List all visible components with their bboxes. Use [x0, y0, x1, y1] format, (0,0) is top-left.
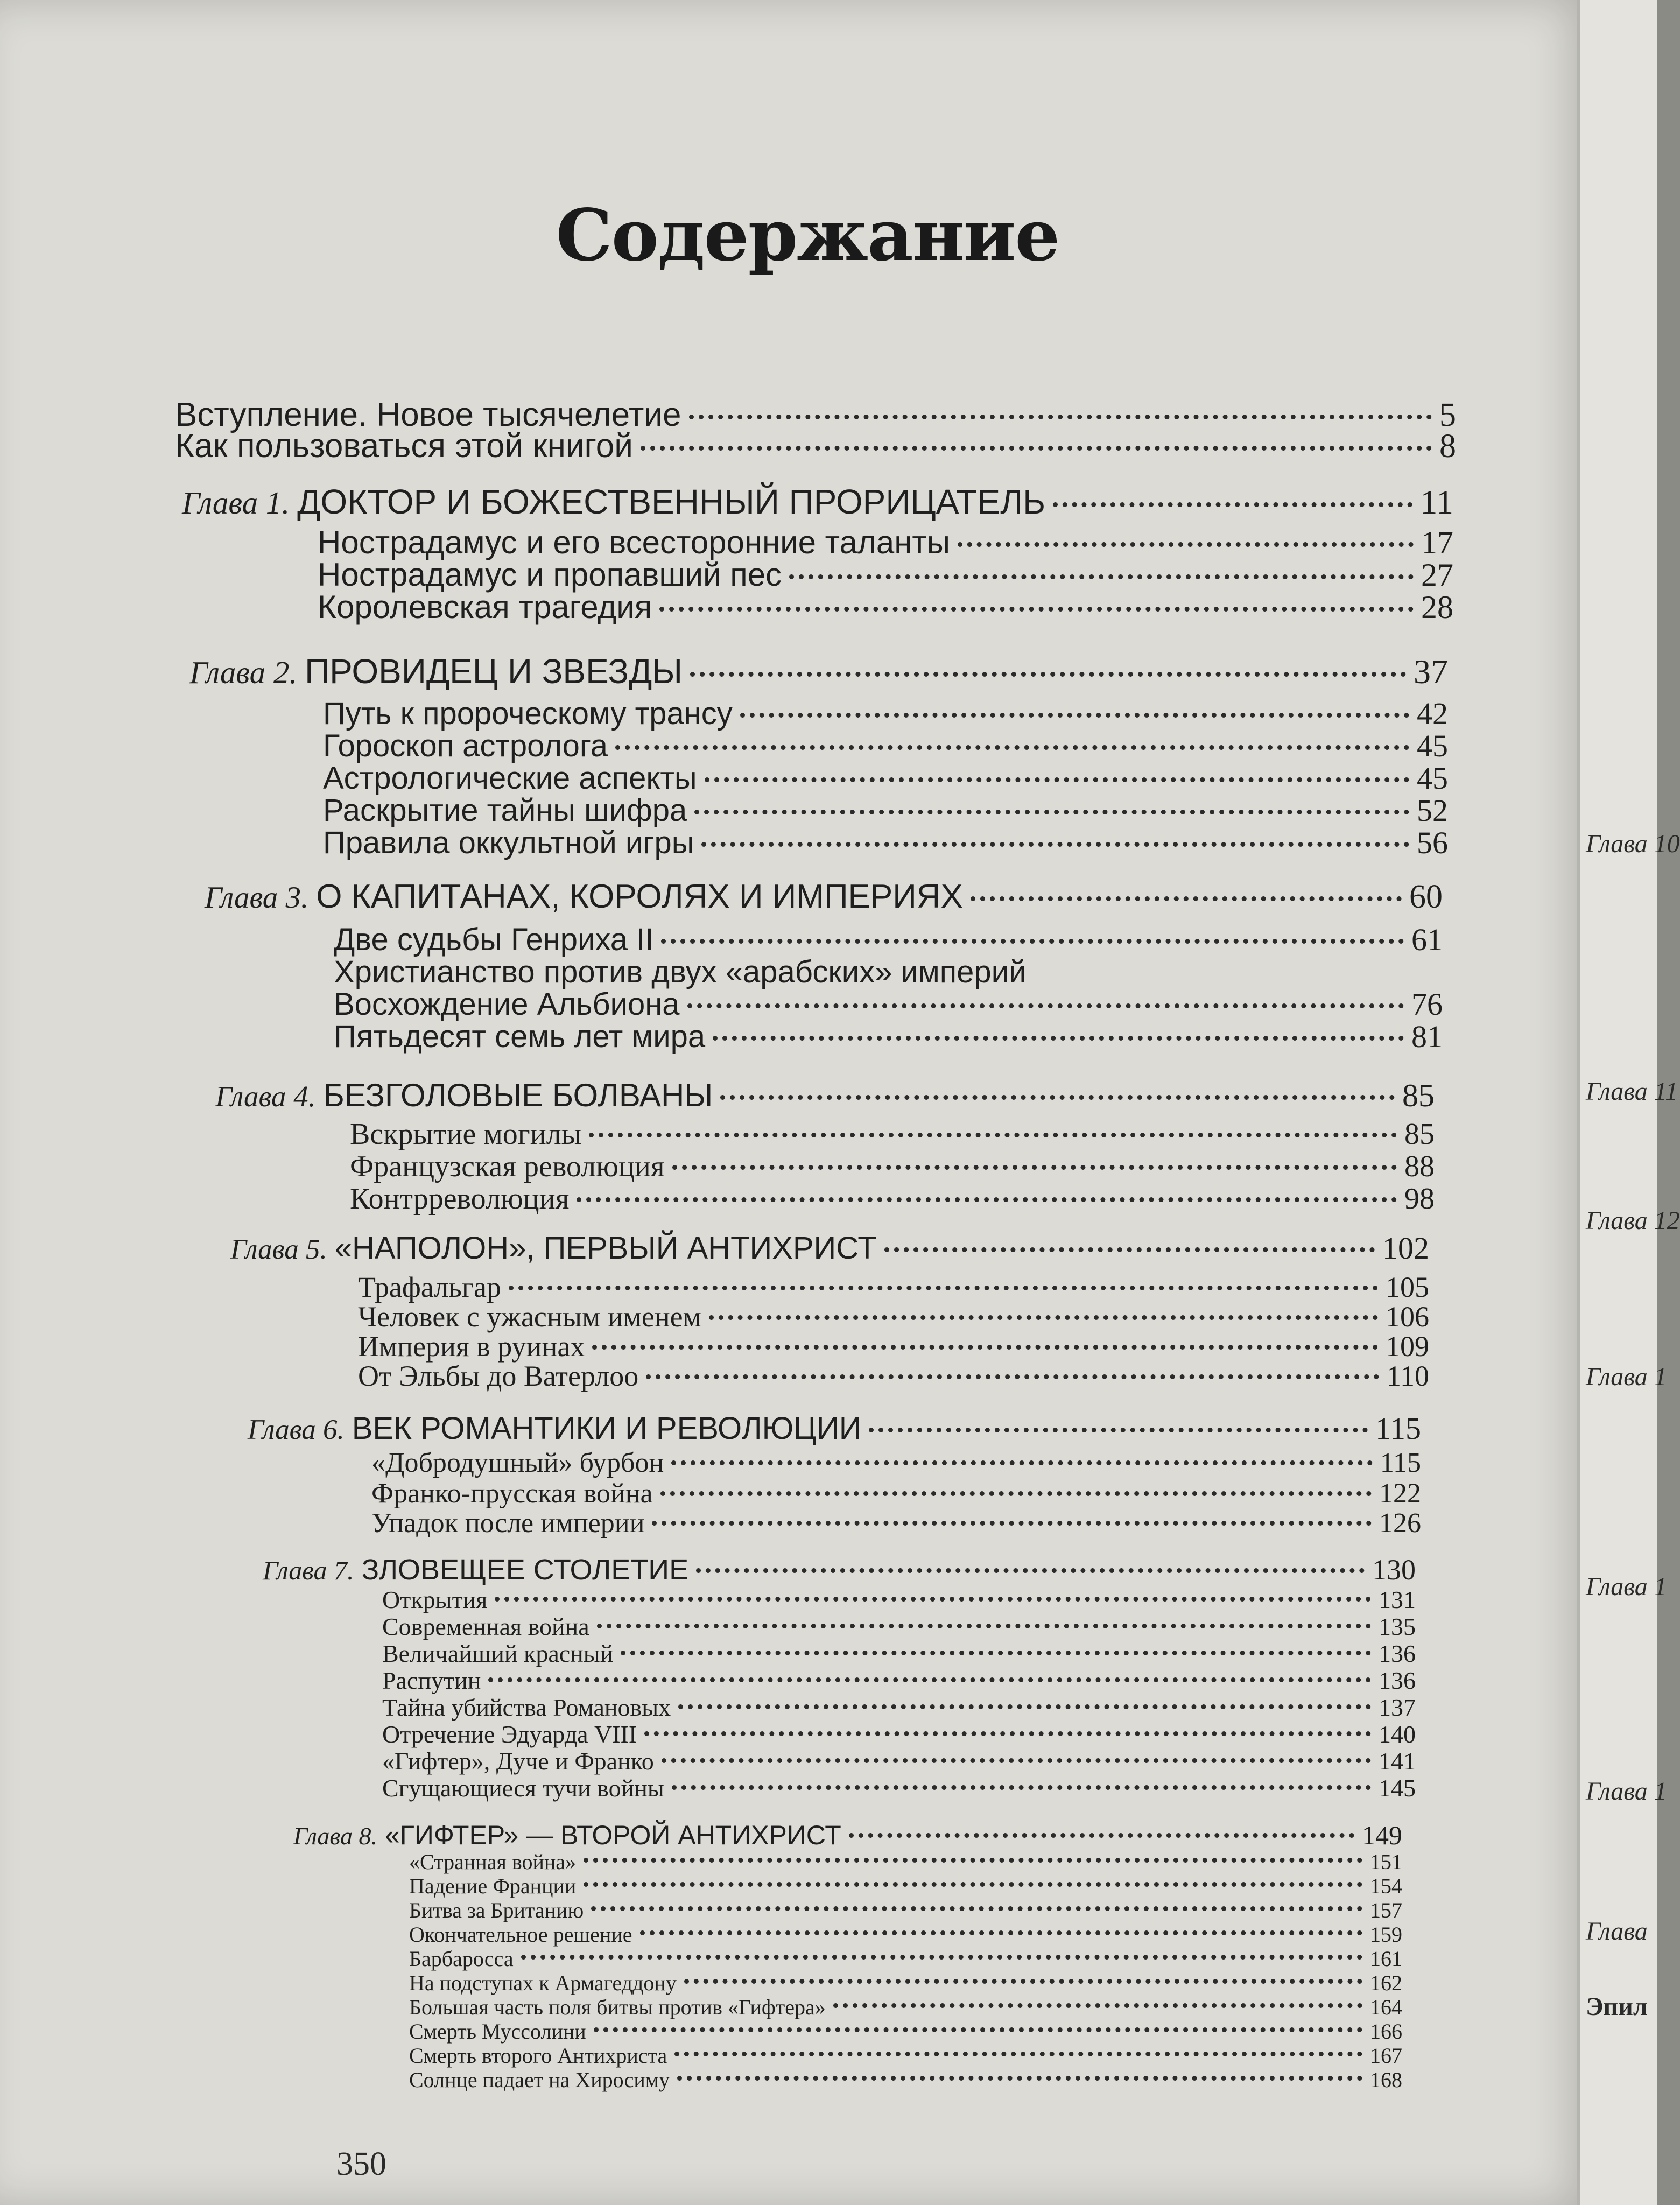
dot-leader [971, 896, 1402, 901]
chapter-label: Глава 1. [182, 485, 290, 521]
dot-leader [640, 1930, 1363, 1935]
page-ref: 159 [1370, 1922, 1402, 1947]
dot-leader [509, 1286, 1378, 1290]
section-entry [409, 1898, 1402, 1923]
chapter-label: Глава 2. [189, 655, 298, 690]
section-entry [318, 588, 1453, 626]
section-title: Отречение Эдуарда VIII [382, 1721, 637, 1748]
page-ref: 126 [1379, 1508, 1421, 1539]
right-page-fragment: Эпил [1586, 1992, 1648, 2021]
dot-leader [592, 1345, 1378, 1350]
page-ref: 45 [1417, 728, 1448, 763]
dot-leader [621, 1651, 1371, 1655]
section-entry [371, 1447, 1421, 1479]
section-title: Королевская трагедия [318, 589, 652, 625]
right-page-fragment: Глава [1586, 1917, 1648, 1946]
chapter-heading [215, 1077, 1435, 1114]
page-ref: 115 [1380, 1448, 1421, 1478]
section-title: Вскрытие могилы [350, 1118, 582, 1151]
section-entry [409, 2019, 1402, 2044]
chapter-heading [248, 1410, 1421, 1446]
section-entry [409, 2067, 1402, 2092]
page-ref: 42 [1417, 696, 1448, 731]
dot-leader [584, 1858, 1362, 1863]
page-ref: 88 [1404, 1150, 1435, 1183]
dot-leader [684, 1979, 1362, 1984]
chapter-heading [205, 877, 1443, 916]
section-title: Смерть второго Антихриста [409, 2044, 667, 2068]
chapter-title: ПРОВИДЕЦ И ЗВЕЗДЫ [305, 652, 683, 691]
section-entry [382, 1666, 1416, 1695]
section-title: Величайший красный [382, 1640, 614, 1667]
section-entry [382, 1693, 1416, 1722]
section-title: Нострадамус и пропавший пес [318, 557, 782, 593]
section-entry [409, 1922, 1402, 1947]
page-ref: 137 [1379, 1694, 1416, 1721]
dot-leader [696, 1568, 1365, 1573]
section-title: Тайна убийства Романовых [382, 1694, 671, 1721]
right-page-fragment: Глава 11 [1586, 1077, 1678, 1106]
chapter-label: Глава 5. [230, 1234, 327, 1265]
section-title: Человек с ужасным именем [358, 1301, 701, 1333]
section-title: Упадок после империи [371, 1508, 645, 1539]
dot-leader [1053, 502, 1412, 507]
section-title: Две судьбы Генриха II [334, 922, 654, 957]
dot-leader [577, 1197, 1397, 1202]
dot-leader [687, 1003, 1404, 1008]
page-ref: 145 [1379, 1774, 1416, 1802]
section-entry [358, 1330, 1429, 1363]
page-ref: 136 [1379, 1667, 1416, 1694]
page-ref: 8 [1439, 428, 1456, 465]
dot-leader [869, 1428, 1368, 1432]
dot-leader [615, 745, 1409, 750]
section-title: От Эльбы до Ватерлоо [358, 1360, 639, 1392]
section-title: Падение Франции [409, 1874, 577, 1898]
section-title: Сгущающиеся тучи войны [382, 1774, 664, 1802]
dot-leader [789, 574, 1414, 579]
section-entry [323, 728, 1448, 764]
dot-leader [597, 1624, 1371, 1628]
dot-leader [689, 415, 1432, 419]
page-ref: 106 [1386, 1301, 1429, 1333]
dot-leader [672, 1165, 1397, 1170]
section-title: Современная война [382, 1613, 589, 1640]
section-entry [371, 1478, 1421, 1509]
section-entry [382, 1720, 1416, 1748]
section-entry [350, 1149, 1435, 1184]
section-title: Барбаросса [409, 1947, 514, 1971]
section-entry [334, 986, 1443, 1022]
section-entry [323, 825, 1448, 861]
dot-leader [674, 2052, 1362, 2056]
dot-leader [958, 542, 1414, 547]
dot-leader [591, 1906, 1362, 1911]
right-page-fragment: Глава 1 [1586, 1572, 1667, 1601]
dot-leader [644, 1731, 1371, 1736]
page-ref: 135 [1379, 1613, 1416, 1640]
chapter-title: ДОКТОР И БОЖЕСТВЕННЫЙ ПРОРИЦАТЕЛЬ [297, 482, 1046, 521]
section-entry [409, 1873, 1402, 1899]
page-title: Содержание [556, 194, 1059, 277]
chapter-heading [230, 1230, 1429, 1266]
chapter-title: «ГИФТЕР» — ВТОРОЙ АНТИХРИСТ [385, 1820, 841, 1850]
page-ref: 109 [1386, 1330, 1429, 1363]
page-ref: 154 [1370, 1874, 1402, 1898]
page-number: 350 [336, 2146, 386, 2182]
entry-title: Вступление. Новое тысячелетие [175, 396, 681, 433]
section-entry [358, 1270, 1429, 1304]
section-title: «Странная война» [409, 1850, 577, 1874]
right-page-fragment: Глава 1 [1586, 1363, 1667, 1391]
page-ref: 115 [1375, 1411, 1421, 1446]
dot-leader [646, 1374, 1379, 1379]
page-ref: 105 [1386, 1271, 1429, 1303]
section-entry [358, 1300, 1429, 1333]
chapter-title: «НАПОЛОН», ПЕРВЫЙ АНТИХРИСТ [334, 1231, 877, 1266]
chapter-label: Глава 6. [248, 1414, 345, 1445]
dot-leader [701, 842, 1409, 847]
dot-leader [720, 1095, 1395, 1100]
dot-leader [694, 810, 1409, 814]
section-title: Правила оккультной игры [323, 825, 694, 860]
section-title: На подступах к Армагеддону [409, 1971, 677, 1995]
right-page-fragment: Глава 1 [1586, 1777, 1667, 1806]
section-entry [409, 2043, 1402, 2068]
section-title: Нострадамус и его всесторонние таланты [318, 524, 950, 560]
chapter-label: Глава 8. [293, 1822, 377, 1850]
page-ref: 56 [1417, 825, 1448, 860]
section-title: «Гифтер», Дуче и Франко [382, 1747, 654, 1775]
dot-leader [678, 1704, 1371, 1709]
section-title: Гороскоп астролога [323, 728, 608, 763]
section-title: Битва за Британию [409, 1898, 584, 1922]
page-ref: 102 [1382, 1231, 1429, 1266]
page-ref: 98 [1404, 1182, 1435, 1216]
dot-leader [705, 777, 1409, 782]
section-title: Смерть Муссолини [409, 2019, 586, 2044]
section-title: Франко-прусская война [371, 1478, 653, 1509]
dot-leader [740, 713, 1409, 718]
section-entry [323, 760, 1448, 796]
page-ref: 168 [1370, 2068, 1402, 2092]
section-entry [382, 1612, 1416, 1641]
section-entry [334, 922, 1443, 958]
section-title: Путь к пророческому трансу [323, 696, 733, 731]
section-entry [334, 1019, 1443, 1055]
dot-leader [849, 1833, 1354, 1838]
page-ref: 164 [1370, 1995, 1402, 2019]
page-ref: 136 [1379, 1640, 1416, 1667]
section-title: Контрреволюция [350, 1182, 570, 1216]
dot-leader [833, 2003, 1362, 2008]
dot-leader [671, 1460, 1373, 1465]
page-ref: 166 [1370, 2019, 1402, 2044]
page-ref: 131 [1379, 1586, 1416, 1613]
section-title: Пятьдесят семь лет мира [334, 1019, 706, 1054]
dot-leader [584, 1882, 1362, 1887]
right-page-fragment: Глава 10 [1586, 830, 1680, 858]
section-title: Окончательное решение [409, 1922, 632, 1947]
section-entry [350, 1117, 1435, 1151]
page-ref: 85 [1402, 1078, 1435, 1113]
chapter-label: Глава 4. [215, 1080, 316, 1113]
dot-leader [659, 607, 1414, 612]
dot-leader [690, 672, 1406, 677]
chapter-title: ВЕК РОМАНТИКИ И РЕВОЛЮЦИИ [352, 1411, 862, 1446]
chapter-title: ЗЛОВЕЩЕЕ СТОЛЕТИЕ [361, 1554, 689, 1586]
section-entry [334, 954, 1443, 990]
page-ref: 45 [1417, 761, 1448, 796]
page-ref: 162 [1370, 1971, 1402, 1995]
page-ref: 5 [1439, 397, 1456, 433]
section-entry [323, 792, 1448, 828]
section-entry [350, 1182, 1435, 1216]
page-ref: 37 [1414, 652, 1448, 691]
page-ref: 81 [1411, 1019, 1443, 1054]
section-title: Христианство против двух «арабских» империй [334, 954, 1027, 989]
section-title: Восхождение Альбиона [334, 987, 680, 1022]
dot-leader [660, 1491, 1372, 1496]
dot-leader [662, 1758, 1371, 1763]
dot-leader [652, 1521, 1372, 1526]
dot-leader [677, 2076, 1362, 2081]
page-ref: 122 [1379, 1478, 1421, 1509]
chapter-heading [293, 1820, 1402, 1851]
dot-leader [884, 1247, 1375, 1252]
chapter-heading [182, 482, 1453, 522]
page-ref: 149 [1362, 1820, 1402, 1850]
chapter-title: О КАПИТАНАХ, КОРОЛЯХ И ИМПЕРИЯХ [316, 878, 963, 915]
chapter-heading [263, 1553, 1416, 1586]
section-entry [409, 1946, 1402, 1971]
page-ref: 11 [1420, 483, 1453, 521]
section-title: Империя в руинах [358, 1330, 585, 1363]
section-entry [382, 1747, 1416, 1775]
section-entry [409, 1849, 1402, 1874]
page-ref: 28 [1421, 589, 1453, 625]
section-entry [382, 1774, 1416, 1802]
page-ref: 141 [1379, 1747, 1416, 1775]
dot-leader [713, 1036, 1404, 1041]
section-title: Распутин [382, 1667, 481, 1694]
toc-entry-how-to [175, 427, 1456, 466]
dot-leader [495, 1597, 1371, 1602]
dot-leader [709, 1315, 1378, 1320]
section-title: «Добродушный» бурбон [371, 1448, 664, 1478]
chapter-label: Глава 3. [205, 881, 309, 915]
section-entry [409, 1970, 1402, 1996]
page-ref: 161 [1370, 1947, 1402, 1971]
page-ref: 60 [1409, 879, 1443, 915]
page-ref: 76 [1411, 987, 1443, 1022]
section-entry [382, 1639, 1416, 1668]
page-ref: 85 [1404, 1118, 1435, 1151]
chapter-title: БЕЗГОЛОВЫЕ БОЛВАНЫ [323, 1077, 713, 1113]
section-title: Астрологические аспекты [323, 761, 697, 796]
page-ref: 157 [1370, 1898, 1402, 1922]
page-ref: 110 [1387, 1360, 1429, 1392]
section-title: Раскрытие тайны шифра [323, 793, 687, 828]
dot-leader [594, 2027, 1362, 2032]
section-entry [409, 1995, 1402, 2020]
page-ref: 140 [1379, 1721, 1416, 1748]
page-ref: 27 [1421, 557, 1453, 593]
page-ref: 17 [1421, 525, 1453, 560]
dot-leader [589, 1133, 1397, 1137]
dot-leader [661, 939, 1404, 944]
book-page-right-edge [1577, 0, 1680, 2205]
page-ref: 52 [1417, 793, 1448, 828]
dot-leader [672, 1785, 1371, 1790]
dot-leader [521, 1955, 1362, 1960]
chapter-label: Глава 7. [263, 1555, 354, 1585]
page-ref: 61 [1411, 922, 1443, 957]
section-title: Трафальгар [358, 1271, 502, 1303]
section-title: Открытия [382, 1586, 488, 1613]
page-ref: 130 [1372, 1554, 1416, 1586]
dot-leader [488, 1677, 1371, 1682]
page-ref: 151 [1370, 1850, 1402, 1874]
page-ref: 167 [1370, 2044, 1402, 2068]
section-entry [371, 1507, 1421, 1539]
dot-leader [641, 446, 1432, 451]
section-entry [323, 696, 1448, 732]
chapter-heading [189, 651, 1448, 692]
section-title: Французская революция [350, 1150, 665, 1183]
section-entry [358, 1359, 1429, 1393]
section-title: Солнце падает на Хиросиму [409, 2068, 670, 2092]
right-page-fragment: Глава 12 [1586, 1206, 1680, 1235]
entry-title: Как пользоваться этой книгой [175, 427, 633, 465]
section-entry [382, 1585, 1416, 1614]
section-title: Большая часть поля битвы против «Гифтера» [409, 1995, 826, 2019]
